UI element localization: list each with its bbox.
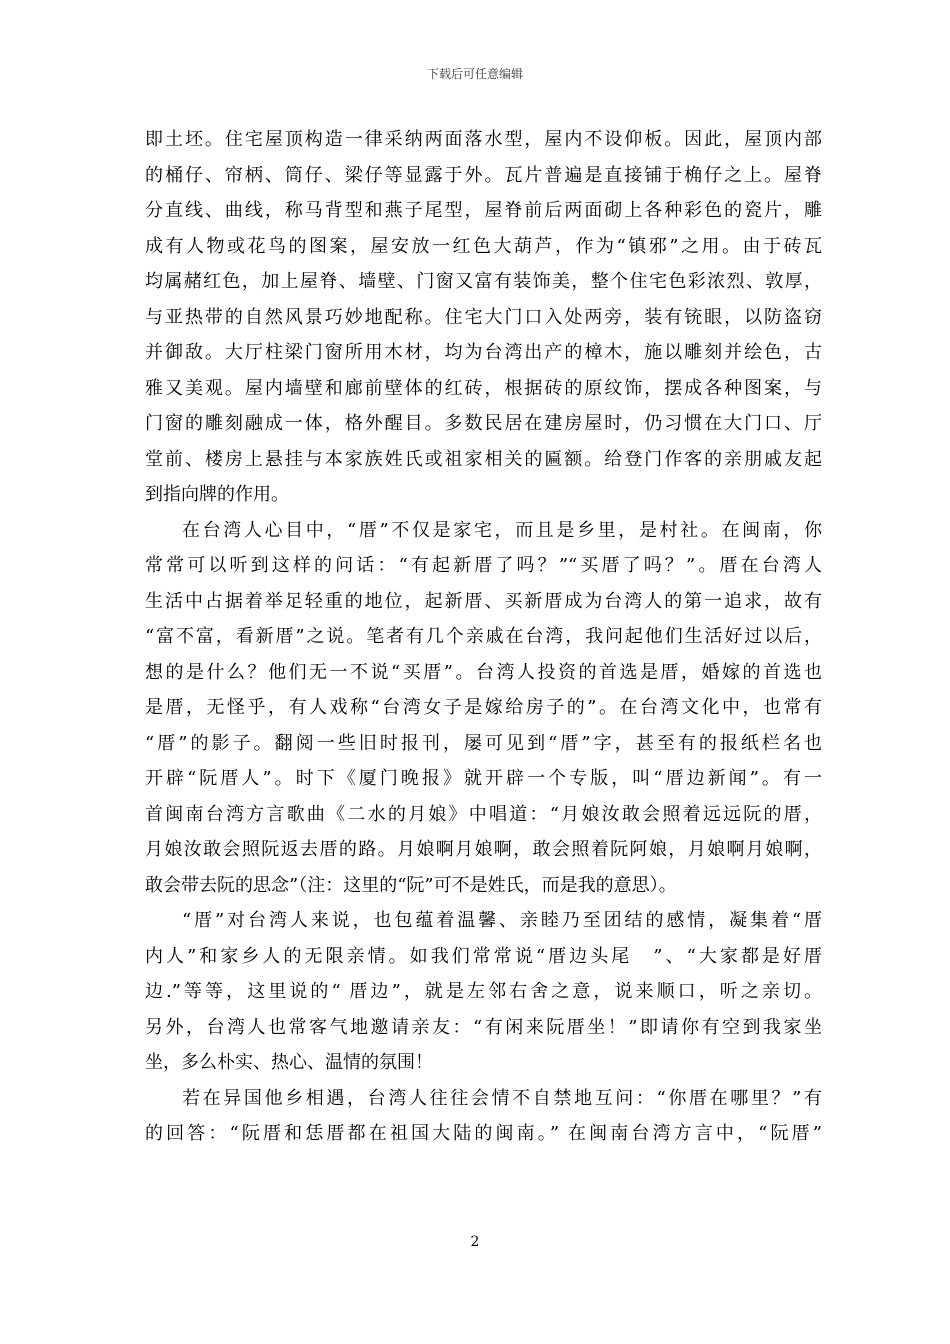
text-line: 内人”和家乡人的无限亲情。如我们常常说“厝边头尾 ”、“大家都是好厝 bbox=[145, 945, 822, 967]
text-line: 开辟“阮厝人”。时下《厦门晚报》就开辟一个专版，叫“厝边新闻”。有一 bbox=[145, 768, 822, 789]
text-line: 分直线、曲线，称马背型和燕子尾型，屋脊前后两面砌上各种彩色的瓷片，雕 bbox=[145, 200, 822, 221]
paragraph-first-line: “厝”对台湾人来说，也包蕴着温馨、亲睦乃至团结的感情，凝集着“厝 bbox=[182, 910, 822, 931]
text-line: 堂前、楼房上悬挂与本家族姓氏或祖家相关的匾额。给登门作客的亲朋戚友起 bbox=[145, 448, 822, 470]
text-line: 首闽南台湾方言歌曲《二水的月娘》中唱道：“月娘汝敢会照着远远阮的厝， bbox=[145, 803, 822, 825]
text-line: 敢会带去阮的思念”（注：这里的“阮”可不是姓氏，而是我的意思）。 bbox=[145, 874, 677, 896]
text-line: 门窗的雕刻融成一体，格外醒目。多数民居在建房屋时，仍习惯在大门口、厅 bbox=[145, 413, 822, 434]
text-line: “厝”的影子。翻阅一些旧时报刊，屡可见到“厝”字，甚至有的报纸栏名也 bbox=[145, 732, 822, 754]
text-line: 即土坯。住宅屋顶构造一律采纳两面落水型，屋内不设仰板。因此，屋顶内部 bbox=[145, 129, 822, 150]
body-text bbox=[145, 122, 822, 1152]
text-line: 常常可以听到这样的问话：“有起新厝了吗？”“买厝了吗？”。厝在台湾人 bbox=[145, 555, 822, 576]
text-line: 另外，台湾人也常客气地邀请亲友：“有闲来阮厝坐！”即请你有空到我家坐 bbox=[145, 1016, 822, 1038]
text-line: 的桶仔、帘柄、筒仔、梁仔等显露于外。瓦片普遍是直接铺于桷仔之上。屋脊 bbox=[145, 164, 822, 186]
text-line: 的回答：“阮厝和恁厝都在祖国大陆的闽南。” 在闽南台湾方言中，“阮厝” bbox=[145, 1123, 822, 1144]
text-line: 是厝，无怪乎，有人戏称“台湾女子是嫁给房子的”。在台湾文化中，也常有 bbox=[145, 697, 822, 718]
text-line: 成有人物或花鸟的图案，屋安放一红色大葫芦，作为“镇邪”之用。由于砖瓦 bbox=[145, 235, 822, 257]
text-line: 生活中占据着举足轻重的地位，起新厝、买新厝成为台湾人的第一追求，故有 bbox=[145, 590, 822, 612]
page-header: 下载后可任意编辑 bbox=[426, 67, 523, 81]
text-line: “富不富，看新厝”之说。笔者有几个亲戚在台湾，我问起他们生活好过以后， bbox=[145, 626, 822, 647]
paragraph-first-line: 若在异国他乡相遇，台湾人往往会情不自禁地互问：“你厝在哪里？”有 bbox=[182, 1087, 822, 1109]
text-line: 坐，多么朴实、热心、温情的氛围！ bbox=[145, 1052, 433, 1073]
text-line: 想的是什么？他们无一不说“买厝”。台湾人投资的首选是厝，婚嫁的首选也 bbox=[145, 661, 822, 683]
text-line: 均属赭红色，加上屋脊、墙壁、门窗又富有装饰美，整个住宅色彩浓烈、敦厚， bbox=[145, 271, 822, 292]
text-line: 边.”等等，这里说的“ 厝边”，就是左邻右舍之意，说来顺口，听之亲切。 bbox=[145, 981, 822, 1002]
text-line: 并御敌。大厅柱梁门窗所用木材，均为台湾出产的樟木，施以雕刻并绘色，古 bbox=[145, 342, 822, 363]
paragraph-first-line: 在台湾人心目中，“厝”不仅是家宅，而且是乡里，是村社。在闽南，你 bbox=[182, 519, 822, 541]
page-number: 2 bbox=[470, 1234, 480, 1250]
text-line: 与亚热带的自然风景巧妙地配称。住宅大门口入处两旁，装有铳眼，以防盗窃 bbox=[145, 306, 822, 328]
text-line: 到指向牌的作用。 bbox=[145, 484, 289, 505]
text-line: 雅又美观。屋内墙壁和廊前壁体的红砖，根据砖的原纹饰，摆成各种图案，与 bbox=[145, 377, 822, 399]
text-line: 月娘汝敢会照阮返去厝的路。月娘啊月娘啊，敢会照着阮阿娘，月娘啊月娘啊， bbox=[145, 839, 822, 860]
